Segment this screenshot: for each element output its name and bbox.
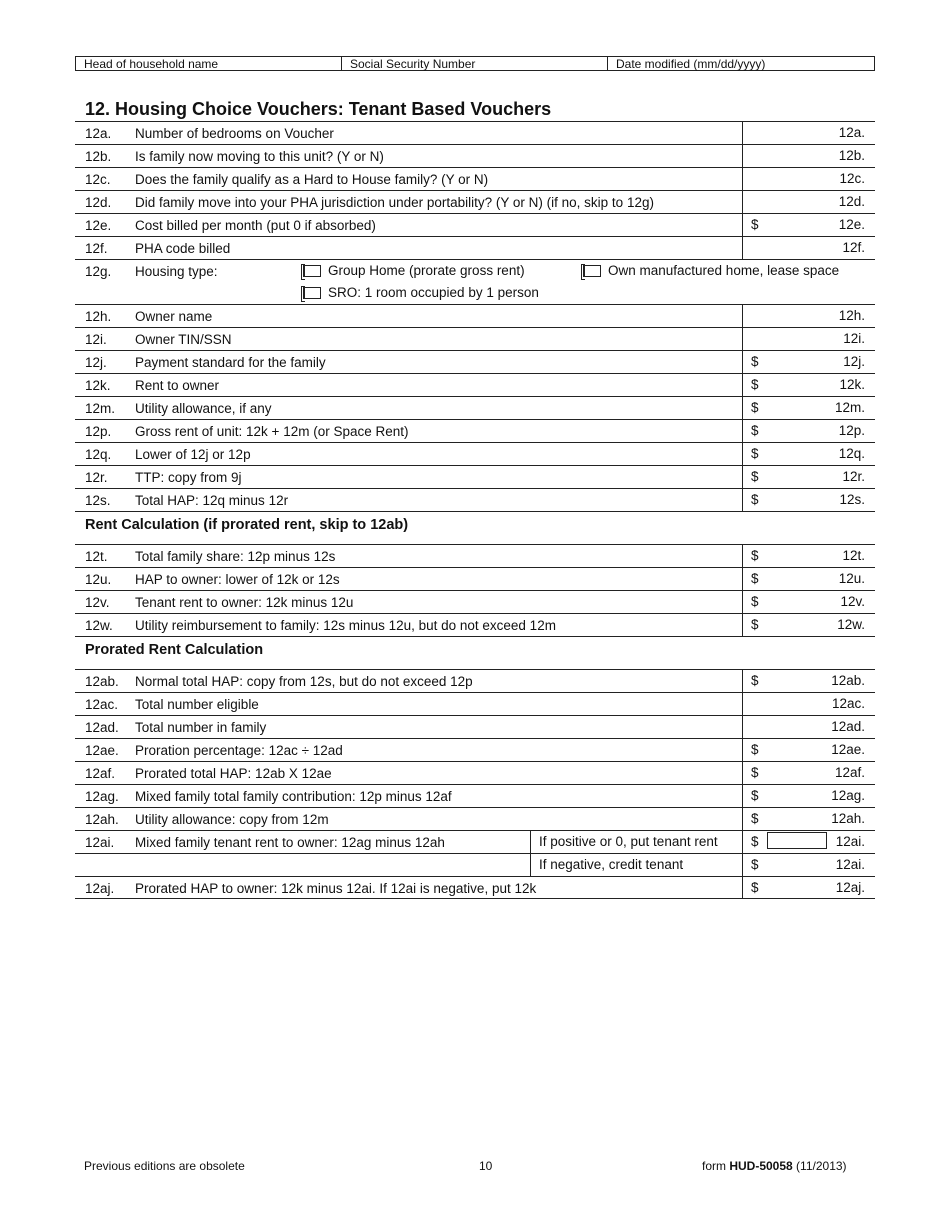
field-ref: 12ae. [831, 742, 865, 757]
row-label: Utility allowance, if any [135, 401, 272, 416]
row-number: 12u. [85, 572, 112, 587]
row-12ai [75, 830, 875, 853]
row-label: Mixed family total family contribution: 12p minus 12af [135, 789, 452, 804]
amount-field[interactable] [742, 567, 875, 590]
row-12ah [75, 807, 875, 830]
negative-condition [530, 853, 684, 876]
field-ref: 12ac. [831, 696, 865, 711]
row-number: 12p. [85, 424, 112, 439]
row-12q [75, 442, 875, 465]
row-label: Utility allowance: copy from 12m [135, 812, 329, 827]
field-ref: 12i. [843, 331, 865, 346]
group-home-option[interactable] [303, 263, 525, 278]
tenant-rent-input[interactable] [767, 832, 827, 849]
row-label: Cost billed per month (put 0 if absorbed) [135, 218, 376, 233]
row-number: 12e. [85, 218, 112, 233]
row-label: Gross rent of unit: 12k + 12m (or Space Rent) [135, 424, 409, 439]
field-ref: 12e. [838, 217, 865, 232]
row-number: 12m. [85, 401, 116, 416]
field-ref: 12aj. [835, 880, 865, 895]
sro-option[interactable] [303, 285, 539, 300]
row-number: 12ah. [85, 812, 119, 827]
dollar-sign: $ [751, 673, 759, 688]
row-label: Total number in family [135, 720, 267, 735]
amount-field[interactable] [742, 613, 875, 636]
amount-field[interactable] [742, 442, 875, 465]
row-label: Payment standard for the family [135, 355, 326, 370]
field-ref: 12ai. [835, 857, 865, 872]
condition-label: If negative, credit tenant [539, 857, 684, 872]
row-number: 12k. [85, 378, 111, 393]
amount-field[interactable] [742, 144, 875, 167]
row-number: 12t. [85, 549, 108, 564]
row-12i [75, 327, 875, 350]
dollar-sign: $ [751, 617, 759, 632]
row-number: 12af. [85, 766, 116, 781]
row-number: 12h. [85, 309, 112, 324]
prorated-rent-heading [75, 636, 875, 669]
row-12r [75, 465, 875, 488]
row-12a [75, 121, 875, 144]
dollar-sign: $ [751, 742, 759, 757]
row-label: Is family now moving to this unit? (Y or N) [135, 149, 384, 164]
field-ref: 12ag. [831, 788, 865, 803]
row-number: 12ai. [85, 835, 115, 850]
row-number: 12ac. [85, 697, 119, 712]
dollar-sign: $ [751, 594, 759, 609]
row-12k [75, 373, 875, 396]
row-label: Owner name [135, 309, 213, 324]
dollar-sign: $ [751, 811, 759, 826]
head-of-household-field[interactable]: Head of household name [76, 57, 342, 70]
field-ref: 12h. [838, 308, 865, 323]
amount-field[interactable] [742, 784, 875, 807]
row-number: 12ae. [85, 743, 119, 758]
amount-field[interactable] [742, 761, 875, 784]
row-12ac [75, 692, 875, 715]
field-ref: 12ab. [831, 673, 865, 688]
row-12aj [75, 876, 875, 899]
row-number: 12r. [85, 470, 108, 485]
field-ref: 12q. [838, 446, 865, 461]
section-heading: Rent Calculation (if prorated rent, skip to 12ab) [85, 517, 409, 533]
row-number: 12v. [85, 595, 110, 610]
row-number: 12s. [85, 493, 111, 508]
section-title: 12. Housing Choice Vouchers: Tenant Based Vouchers [85, 99, 552, 119]
amount-field[interactable] [742, 544, 875, 567]
field-ref: 12p. [838, 423, 865, 438]
row-label: Proration percentage: 12ac ÷ 12ad [135, 743, 343, 758]
row-12f [75, 236, 875, 259]
row-number: 12j. [85, 355, 107, 370]
row-12ai-negative [75, 853, 875, 876]
amount-field[interactable] [742, 876, 875, 898]
positive-condition [530, 830, 718, 853]
dollar-sign: $ [751, 548, 759, 563]
form-prefix: form [702, 1159, 730, 1173]
amount-field[interactable] [742, 350, 875, 373]
ssn-field[interactable]: Social Security Number [342, 57, 608, 70]
option-label: Group Home (prorate gross rent) [328, 263, 525, 278]
row-number: 12c. [85, 172, 111, 187]
row-12p [75, 419, 875, 442]
option-label: Own manufactured home, lease space [608, 263, 840, 278]
row-number: 12ab. [85, 674, 119, 689]
field-ref: 12m. [834, 400, 865, 415]
amount-field[interactable] [742, 121, 875, 144]
amount-field[interactable] [742, 738, 875, 761]
condition-label: If positive or 0, put tenant rent [539, 834, 718, 849]
dollar-sign: $ [751, 571, 759, 586]
amount-field[interactable] [742, 669, 875, 692]
row-label: PHA code billed [135, 241, 231, 256]
amount-field[interactable] [742, 213, 875, 236]
field-ref: 12k. [839, 377, 865, 392]
row-12t [75, 544, 875, 567]
dollar-sign: $ [751, 492, 759, 507]
row-12v [75, 590, 875, 613]
field-ref: 12j. [843, 354, 865, 369]
row-12j [75, 350, 875, 373]
form-date: (11/2013) [792, 1159, 847, 1173]
amount-field[interactable] [742, 807, 875, 830]
field-ref: 12c. [839, 171, 865, 186]
row-number: 12a. [85, 126, 112, 141]
row-number: 12g. [85, 264, 112, 279]
own-manufactured-home-option[interactable] [583, 263, 839, 278]
row-12w [75, 613, 875, 636]
amount-field[interactable] [742, 488, 875, 511]
row-12m [75, 396, 875, 419]
housing-type-row [75, 259, 875, 304]
row-number: 12b. [85, 149, 112, 164]
row-label: Tenant rent to owner: 12k minus 12u [135, 595, 354, 610]
dollar-sign: $ [751, 880, 759, 895]
section-heading: Prorated Rent Calculation [85, 642, 264, 658]
row-label: Utility reimbursement to family: 12s minus 12u, but do not exceed 12m [135, 618, 556, 633]
row-number: 12aj. [85, 881, 115, 896]
amount-field[interactable] [742, 853, 875, 876]
option-label: SRO: 1 room occupied by 1 person [328, 285, 539, 300]
dollar-sign: $ [751, 423, 759, 438]
dollar-sign: $ [751, 857, 759, 872]
row-number: 12f. [85, 241, 108, 256]
row-label: Housing type: [135, 264, 218, 279]
amount-field[interactable] [742, 419, 875, 442]
row-12ae [75, 738, 875, 761]
form-number: HUD-50058 [729, 1159, 793, 1173]
dollar-sign: $ [751, 400, 759, 415]
row-12af [75, 761, 875, 784]
row-label: Prorated HAP to owner: 12k minus 12ai. If 12ai is negative, put 12k [135, 881, 537, 896]
row-12ad [75, 715, 875, 738]
row-number: 12ad. [85, 720, 119, 735]
row-12ag [75, 784, 875, 807]
amount-field[interactable] [742, 465, 875, 488]
dollar-sign: $ [751, 765, 759, 780]
dollar-sign: $ [751, 377, 759, 392]
row-12e [75, 213, 875, 236]
row-label: Rent to owner [135, 378, 220, 393]
field-ref: 12f. [842, 240, 865, 255]
row-label: Did family move into your PHA jurisdiction under portability? (Y or N) (if no, skip to 12g) [135, 195, 654, 210]
row-12c [75, 167, 875, 190]
field-ref: 12t. [842, 548, 865, 563]
row-number: 12w. [85, 618, 113, 633]
amount-field[interactable] [742, 304, 875, 327]
rent-calculation-heading [75, 511, 875, 544]
row-label: Mixed family tenant rent to owner: 12ag minus 12ah [135, 835, 445, 850]
row-label: HAP to owner: lower of 12k or 12s [135, 572, 340, 587]
form-id [702, 1159, 847, 1173]
row-number: 12q. [85, 447, 112, 462]
field-ref: 12a. [838, 125, 865, 140]
dollar-sign: $ [751, 834, 759, 849]
footer-note: Previous editions are obsolete [84, 1159, 245, 1173]
row-number: 12ag. [85, 789, 119, 804]
page-number: 10 [479, 1159, 493, 1173]
row-label: Normal total HAP: copy from 12s, but do not exceed 12p [135, 674, 473, 689]
row-label: Does the family qualify as a Hard to House family? (Y or N) [135, 172, 489, 187]
row-number: 12i. [85, 332, 107, 347]
amount-field[interactable] [742, 373, 875, 396]
row-12d [75, 190, 875, 213]
field-ref: 12af. [834, 765, 865, 780]
row-12b [75, 144, 875, 167]
amount-field[interactable] [742, 692, 875, 715]
checkbox-icon[interactable] [303, 287, 321, 299]
row-12s [75, 488, 875, 511]
row-label: Total number eligible [135, 697, 259, 712]
field-ref: 12b. [838, 148, 865, 163]
checkbox-icon[interactable] [303, 265, 321, 277]
amount-field[interactable] [742, 590, 875, 613]
field-ref: 12v. [840, 594, 865, 609]
field-ref: 12ai. [835, 834, 865, 849]
date-modified-field[interactable]: Date modified (mm/dd/yyyy) [616, 57, 766, 71]
header-fields [75, 56, 875, 71]
row-12u [75, 567, 875, 590]
dollar-sign: $ [751, 788, 759, 803]
field-ref: 12u. [838, 571, 865, 586]
amount-field[interactable] [742, 190, 875, 213]
dollar-sign: $ [751, 446, 759, 461]
amount-field[interactable] [742, 396, 875, 419]
amount-field[interactable] [742, 327, 875, 350]
row-label: Owner TIN/SSN [135, 332, 232, 347]
dollar-sign: $ [751, 217, 759, 232]
amount-field[interactable] [742, 715, 875, 738]
amount-field[interactable] [742, 167, 875, 190]
row-label: Prorated total HAP: 12ab X 12ae [135, 766, 332, 781]
row-12h [75, 304, 875, 327]
amount-field[interactable] [742, 236, 875, 259]
amount-field[interactable] [742, 830, 875, 853]
row-label: Total family share: 12p minus 12s [135, 549, 336, 564]
dollar-sign: $ [751, 354, 759, 369]
field-ref: 12s. [839, 492, 865, 507]
field-ref: 12w. [837, 617, 865, 632]
field-ref: 12ad. [831, 719, 865, 734]
row-number: 12d. [85, 195, 112, 210]
field-ref: 12ah. [831, 811, 865, 826]
field-ref: 12r. [842, 469, 865, 484]
row-label: Lower of 12j or 12p [135, 447, 251, 462]
voucher-table [75, 121, 875, 899]
field-ref: 12d. [838, 194, 865, 209]
row-label: Number of bedrooms on Voucher [135, 126, 334, 141]
checkbox-icon[interactable] [583, 265, 601, 277]
row-12ab [75, 669, 875, 692]
dollar-sign: $ [751, 469, 759, 484]
row-label: TTP: copy from 9j [135, 470, 242, 485]
row-label: Total HAP: 12q minus 12r [135, 493, 289, 508]
